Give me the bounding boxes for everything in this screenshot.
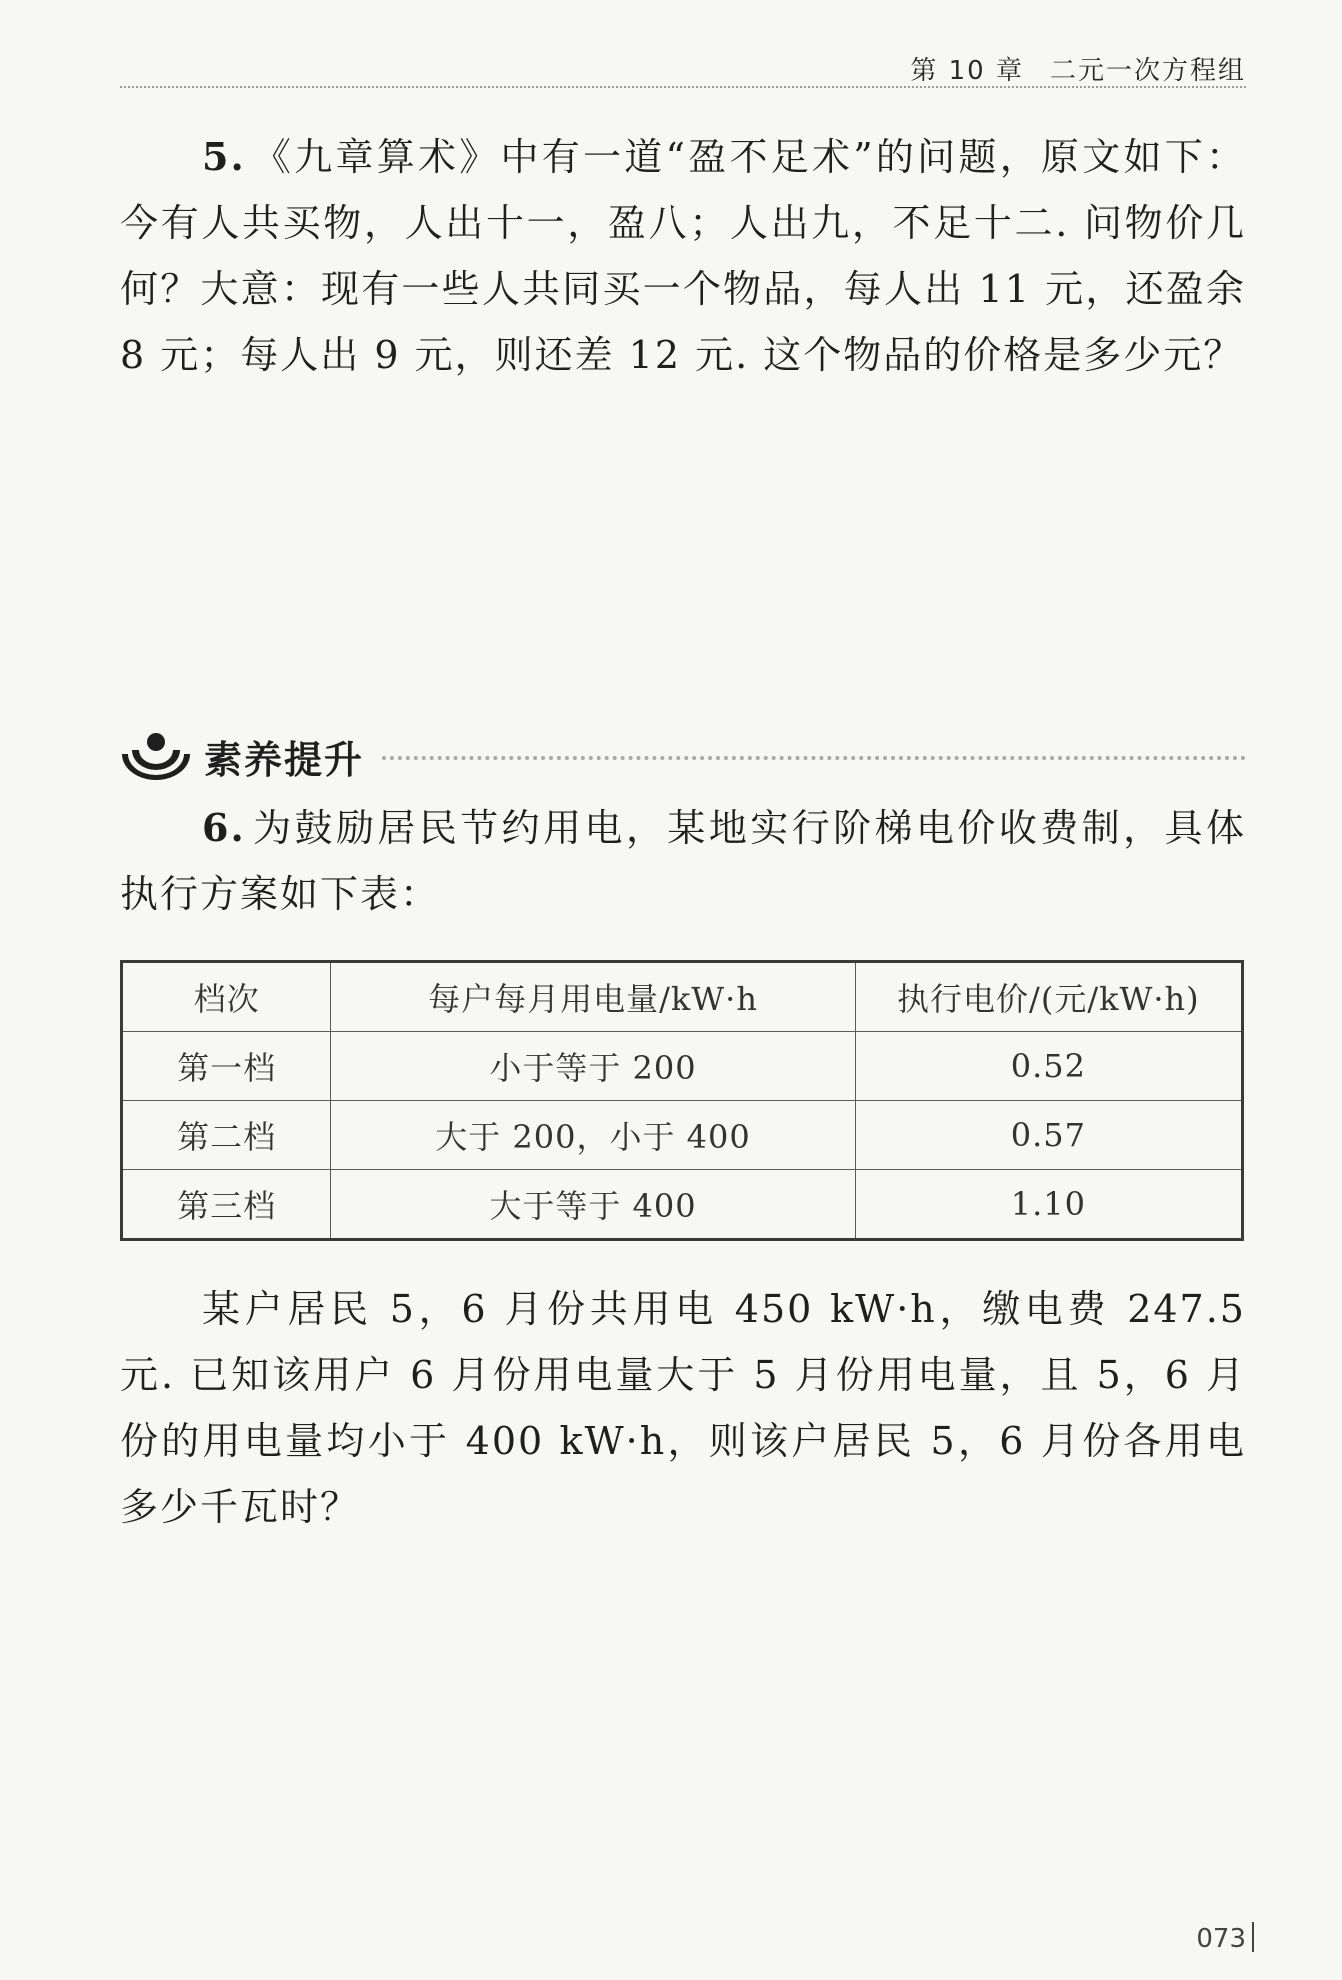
table-cell: 第一档 (122, 1032, 331, 1101)
table-cell: 第三档 (122, 1170, 331, 1240)
problem-number: 5. (202, 134, 246, 179)
problem-6-question (120, 1276, 1246, 1540)
table-cell: 大于 200，小于 400 (331, 1101, 855, 1170)
problem-intro: 为鼓励居民节约用电，某地实行阶梯电价收费制，具体执行方案如下表： (120, 806, 1246, 916)
section-dotted-rule (382, 756, 1246, 760)
problem-5 (120, 124, 1246, 388)
column-header: 执行电价/(元/kW·h) (855, 962, 1242, 1032)
problem-question: 某户居民 5，6 月份共用电 450 kW·h，缴电费 247.5 元. 已知该用户 6 月份用电量大于 5 月份用电量，且 5，6 月份的用电量均小于 400 kW·h，则该户居民 5，6 月份各用电多少千瓦时？ (120, 1287, 1246, 1529)
column-header: 每户每月用电量/kW·h (331, 962, 855, 1032)
section-badge-icon (118, 728, 194, 784)
chapter-title: 二元一次方程组 (1049, 56, 1246, 86)
column-header: 档次 (122, 962, 331, 1032)
table-cell: 0.52 (855, 1032, 1242, 1101)
page-number-bar (1252, 1922, 1254, 1952)
table-row (122, 1101, 1243, 1170)
section-title: 素养提升 (204, 737, 365, 782)
problem-text: 《九章算术》中有一道“盈不足术”的问题，原文如下：今有人共买物，人出十一，盈八；人出九，不足十二. 问物价几何？大意：现有一些人共同买一个物品，每人出 11 元，还盈余 8 元；每人出 9 元，则还差 12 元. 这个物品的价格是多少元？ (120, 135, 1246, 377)
table-header-row (122, 962, 1243, 1032)
header-divider (120, 86, 1246, 88)
table-cell: 第二档 (122, 1101, 331, 1170)
section-header (118, 728, 1246, 784)
table-cell: 大于等于 400 (331, 1170, 855, 1240)
table-cell: 小于等于 200 (331, 1032, 855, 1101)
running-header (910, 50, 1246, 87)
page-number-text: 073 (1196, 1924, 1246, 1954)
problem-number: 6. (202, 805, 246, 850)
chapter-number: 第 10 章 (910, 56, 1024, 86)
problem-6 (120, 795, 1246, 927)
table-row (122, 1032, 1243, 1101)
table-cell: 1.10 (855, 1170, 1242, 1240)
tiered-price-table (120, 960, 1244, 1241)
page-number (1196, 1922, 1254, 1954)
table-row (122, 1170, 1243, 1240)
table-cell: 0.57 (855, 1101, 1242, 1170)
